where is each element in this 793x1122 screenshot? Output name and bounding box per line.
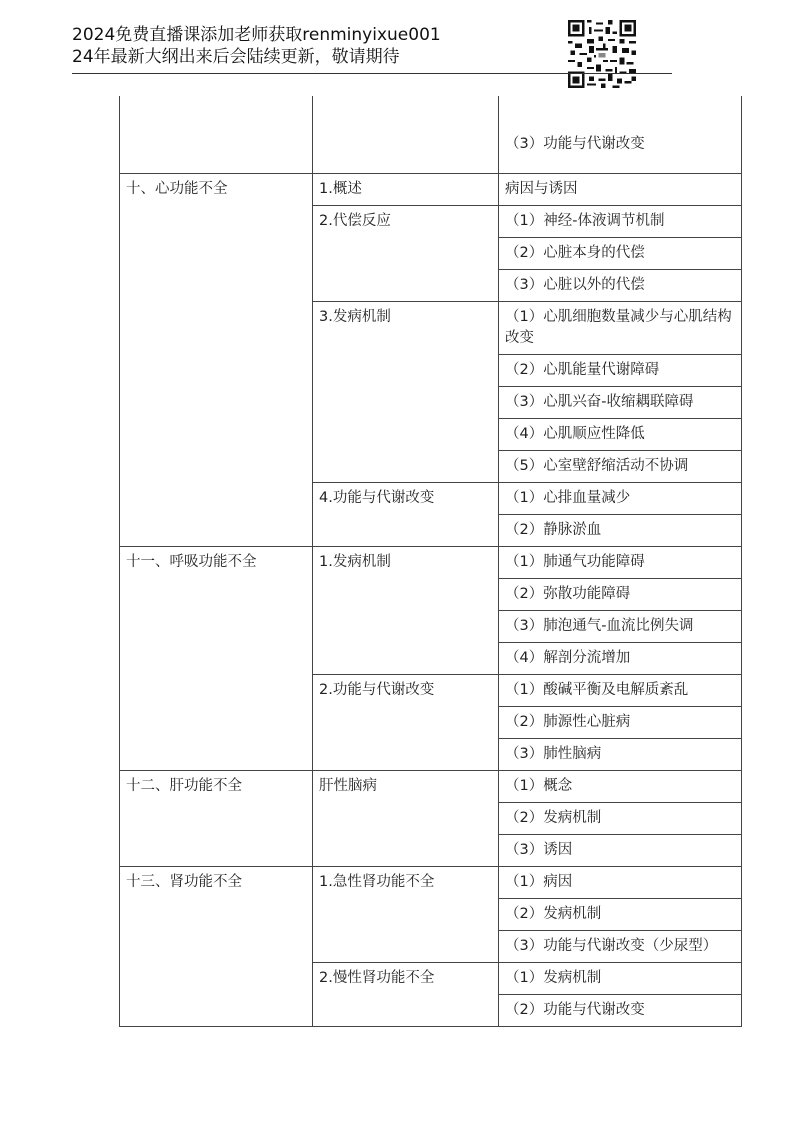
syllabus-item: （3）心肌兴奋-收缩耦联障碍 [499, 387, 742, 419]
page-header [72, 18, 672, 74]
table-row [120, 96, 742, 174]
qr-code-icon [568, 20, 636, 88]
syllabus-item: （1）心排血量减少 [499, 483, 742, 515]
chapter-title: 十三、肾功能不全 [120, 867, 313, 1027]
syllabus-item: （1）发病机制 [499, 963, 742, 995]
header-update-notice: 24年最新大纲出来后会陆续更新，敬请期待 [72, 47, 400, 67]
syllabus-item: （2）心肌能量代谢障碍 [499, 355, 742, 387]
syllabus-item: （2）发病机制 [499, 899, 742, 931]
section-title: 2.代偿反应 [313, 206, 499, 302]
syllabus-item: （1）心肌细胞数量减少与心肌结构改变 [499, 302, 742, 355]
chapter-title: 十、心功能不全 [120, 174, 313, 547]
chapter-title: 十二、肝功能不全 [120, 771, 313, 867]
syllabus-item: （1）肺通气功能障碍 [499, 547, 742, 579]
table-row [120, 547, 742, 579]
syllabus-item: （2）发病机制 [499, 803, 742, 835]
syllabus-item: （1）病因 [499, 867, 742, 899]
header-divider [72, 73, 672, 74]
syllabus-item: （2）肺源性心脏病 [499, 707, 742, 739]
syllabus-item: （1）概念 [499, 771, 742, 803]
section-title: 1.发病机制 [313, 547, 499, 675]
syllabus-item: （3）肺性脑病 [499, 739, 742, 771]
chapter-title: 十一、呼吸功能不全 [120, 547, 313, 771]
table-row [120, 771, 742, 803]
section-title: 3.发病机制 [313, 302, 499, 483]
chapter-cell [120, 96, 313, 174]
syllabus-item: （3）肺泡通气-血流比例失调 [499, 611, 742, 643]
section-title: 2.功能与代谢改变 [313, 675, 499, 771]
syllabus-item: （4）解剖分流增加 [499, 643, 742, 675]
item-cell: （3）功能与代谢改变 [499, 96, 742, 174]
syllabus-item: （3）功能与代谢改变（少尿型） [499, 931, 742, 963]
syllabus-item: （5）心室壁舒缩活动不协调 [499, 451, 742, 483]
section-title: 1.急性肾功能不全 [313, 867, 499, 963]
syllabus-item: （2）功能与代谢改变 [499, 995, 742, 1027]
header-promo-line: 2024免费直播课添加老师获取renminyixue001 [72, 25, 441, 45]
section-title: 肝性脑病 [313, 771, 499, 867]
syllabus-item: （2）静脉淤血 [499, 515, 742, 547]
syllabus-table [119, 96, 742, 1027]
syllabus-item: （3）心脏以外的代偿 [499, 270, 742, 302]
syllabus-item: （1）神经-体液调节机制 [499, 206, 742, 238]
section-title: 1.概述 [313, 174, 499, 206]
syllabus-item: （2）弥散功能障碍 [499, 579, 742, 611]
section-title: 2.慢性肾功能不全 [313, 963, 499, 1027]
section-cell [313, 96, 499, 174]
syllabus-item: （3）诱因 [499, 835, 742, 867]
syllabus-item: （2）心脏本身的代偿 [499, 238, 742, 270]
table-row [120, 174, 742, 206]
syllabus-item: （4）心肌顺应性降低 [499, 419, 742, 451]
section-title: 4.功能与代谢改变 [313, 483, 499, 547]
syllabus-item: 病因与诱因 [499, 174, 742, 206]
syllabus-item: （1）酸碱平衡及电解质紊乱 [499, 675, 742, 707]
table-row [120, 867, 742, 899]
